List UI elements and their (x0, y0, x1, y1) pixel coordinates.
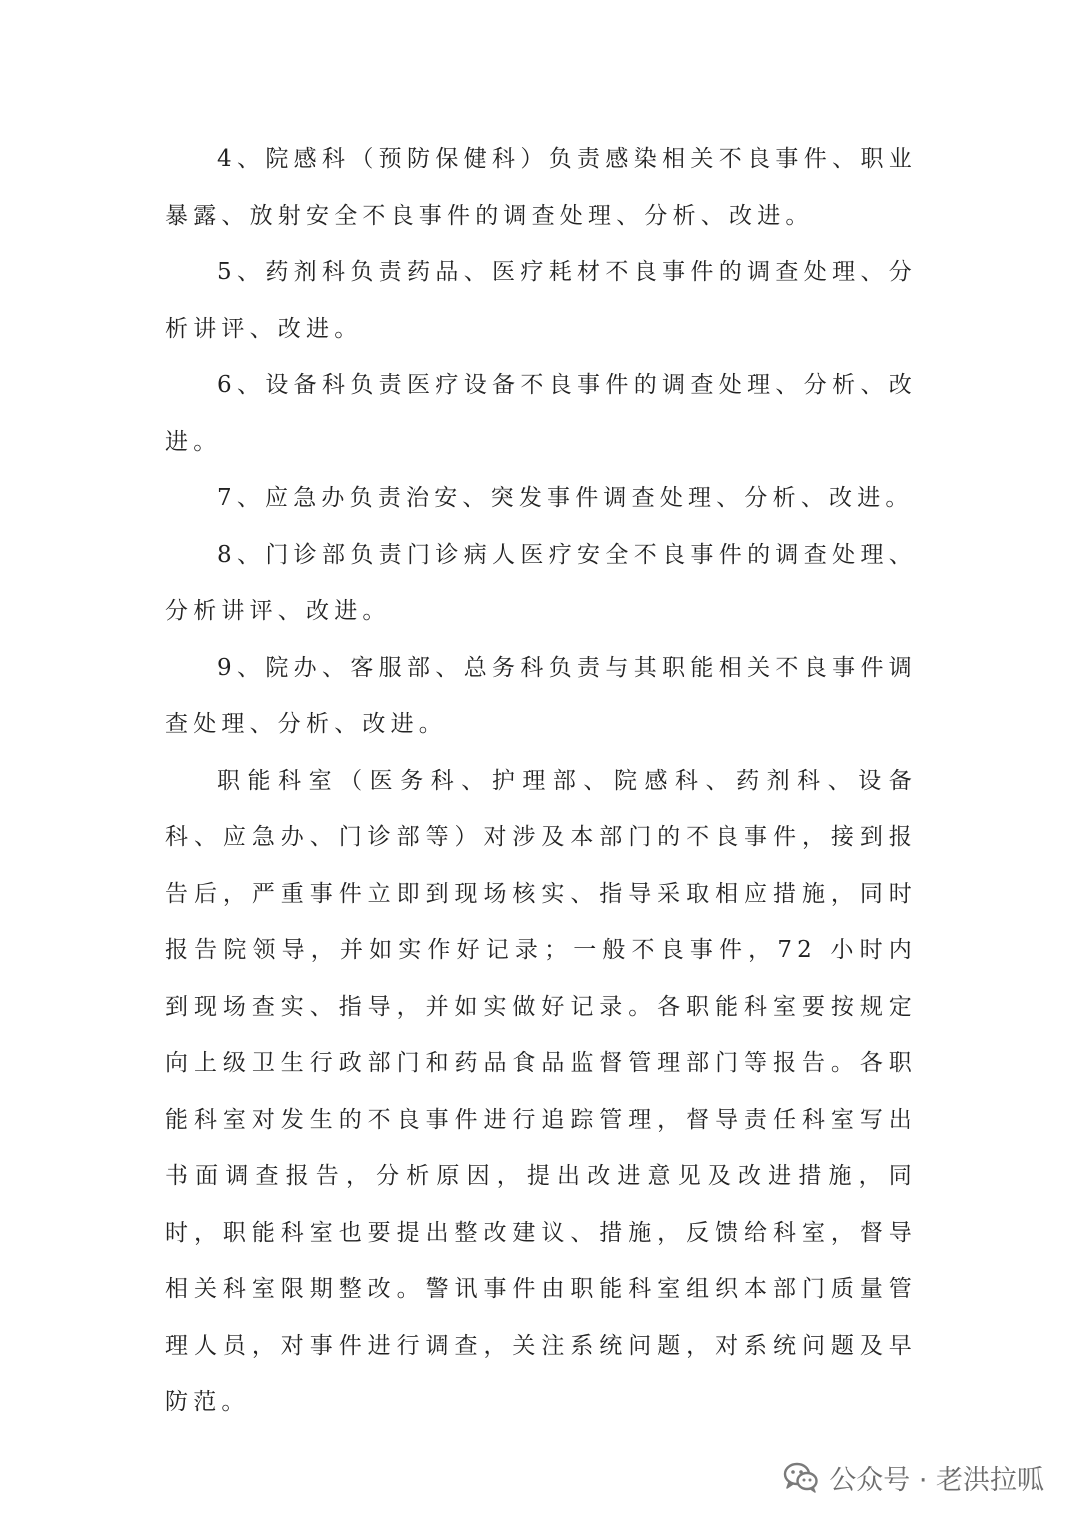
paragraph-item-5: 5、药剂科负责药品、医疗耗材不良事件的调查处理、分析讲评、改进。 (165, 259, 917, 342)
paragraph-item-7: 7、应急办负责治安、突发事件调查处理、分析、改进。 (217, 485, 914, 511)
wechat-icon (783, 1461, 819, 1493)
watermark (783, 1457, 1044, 1497)
paragraph-functional-departments: 职能科室（医务科、护理部、院感科、药剂科、设备科、应急办、门诊部等）对涉及本部门的不良事件，接到报告后，严重事件立即到现场核实、指导采取相应措施，同时报告院领导，并如实作好记录；一般不良事件，72 小时内到现场查实、指导，并如实做好记录。各职能科室要按规定向上级卫生行政部门和药品食品监督管理部门等报告。各职能科室对发生的不良事件进行追踪管理，督导责任科室写出书面调查报告，分析原因，提出改进意见及改进措施，同时，职能科室也要提出整改建议、措施，反馈给科室，督导相关科室限期整改。警讯事件由职能科室组织本部门质量管理人员，对事件进行调查，关注系统问题，对系统问题及早防范。 (165, 767, 917, 1415)
paragraph-item-6: 6、设备科负责医疗设备不良事件的调查处理、分析、改进。 (165, 372, 917, 455)
paragraph-item-4: 4、院感科（预防保健科）负责感染相关不良事件、职业暴露、放射安全不良事件的调查处理、分析、改进。 (165, 146, 917, 229)
paragraph-item-8: 8、门诊部负责门诊病人医疗安全不良事件的调查处理、分析讲评、改进。 (165, 541, 917, 624)
document-body (165, 131, 917, 1431)
watermark-text: 公众号 · 老洪拉呱 (829, 1464, 1044, 1496)
paragraph-item-9: 9、院办、客服部、总务科负责与其职能相关不良事件调查处理、分析、改进。 (165, 654, 917, 737)
